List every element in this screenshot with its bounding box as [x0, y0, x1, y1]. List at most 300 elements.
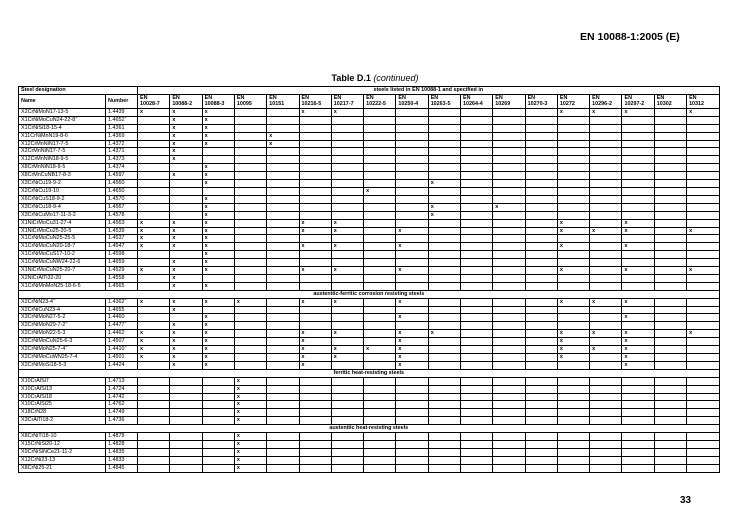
steel-name-cell	[19, 448, 106, 456]
listed-mark: x	[622, 330, 654, 338]
standard-cell	[493, 354, 525, 362]
listed-mark: x	[170, 156, 202, 164]
standard-cell	[460, 211, 492, 219]
standard-cell	[460, 440, 492, 448]
standard-cell	[525, 195, 557, 203]
listed-mark: x	[234, 393, 266, 401]
standard-cell	[299, 164, 331, 172]
standard-cell	[267, 314, 299, 322]
standard-cell	[493, 433, 525, 441]
section-heading: austenitic heat-resisting steels	[19, 425, 720, 433]
listed-mark: x	[428, 330, 460, 338]
standard-column-header	[299, 94, 331, 108]
standard-cell	[428, 306, 460, 314]
standard-cell	[138, 314, 170, 322]
standard-cell	[557, 148, 589, 156]
listed-mark: x	[170, 243, 202, 251]
standard-cell	[687, 164, 719, 172]
steel-number-cell	[106, 433, 138, 441]
listed-mark: x	[202, 195, 234, 203]
steel-number: 1.4563	[108, 219, 125, 226]
standard-cell	[234, 314, 266, 322]
standard-cell	[299, 187, 331, 195]
standard-cell	[557, 456, 589, 464]
standard-cell	[396, 464, 428, 472]
standard-cell	[525, 187, 557, 195]
standard-cell	[138, 172, 170, 180]
listed-mark: x	[138, 235, 170, 243]
steel-name-cell	[19, 251, 106, 259]
steel-name: X2CrMnNiN17-7-5	[21, 148, 66, 155]
standard-cell	[557, 211, 589, 219]
standard-cell	[170, 211, 202, 219]
standard-cell	[687, 306, 719, 314]
standard-cell	[331, 235, 363, 243]
standard-cell	[654, 180, 686, 188]
listed-mark: x	[557, 108, 589, 116]
section-row	[19, 369, 720, 377]
standard-cell	[234, 164, 266, 172]
listed-mark: x	[299, 330, 331, 338]
standard-cell	[525, 227, 557, 235]
listed-mark: x	[557, 338, 589, 346]
steel-number: 1.4598	[108, 251, 125, 258]
standard-cell	[234, 203, 266, 211]
steel-number-cell	[106, 377, 138, 385]
listed-mark: x	[202, 227, 234, 235]
listed-mark: x	[331, 219, 363, 227]
listed-mark: x	[138, 338, 170, 346]
standard-cell	[493, 330, 525, 338]
steel-name-cell	[19, 377, 106, 385]
listed-mark: x	[299, 338, 331, 346]
standard-cell	[299, 322, 331, 330]
listed-mark: x	[299, 108, 331, 116]
standard-cell	[557, 235, 589, 243]
standard-prefix: EN	[689, 94, 697, 101]
standard-column-header	[557, 94, 589, 108]
table-row	[19, 156, 720, 164]
listed-mark: x	[234, 456, 266, 464]
steel-name: X3CrNiCu19-9-2	[21, 180, 61, 187]
table-row	[19, 409, 720, 417]
standard-cell	[654, 243, 686, 251]
footnote-marker: 1	[65, 345, 68, 349]
standard-cell	[428, 267, 460, 275]
listed-mark: x	[138, 330, 170, 338]
listed-mark: x	[622, 346, 654, 354]
standard-cell	[299, 156, 331, 164]
standard-cell	[331, 203, 363, 211]
standard-cell	[202, 417, 234, 425]
standard-cell	[493, 211, 525, 219]
standard-cell	[590, 132, 622, 140]
standard-cell	[428, 187, 460, 195]
standard-cell	[396, 259, 428, 267]
standard-cell	[590, 385, 622, 393]
standard-cell	[525, 172, 557, 180]
standard-cell	[428, 148, 460, 156]
standard-cell	[331, 211, 363, 219]
footnote-marker: 1	[65, 321, 68, 325]
standard-cell	[234, 148, 266, 156]
standard-cell	[493, 448, 525, 456]
standard-cell	[234, 330, 266, 338]
standard-cell	[202, 440, 234, 448]
standard-cell	[428, 124, 460, 132]
standard-cell	[428, 361, 460, 369]
listed-mark: x	[299, 298, 331, 306]
standard-prefix: EN	[462, 94, 471, 101]
standard-cell	[428, 164, 460, 172]
steel-number-cell	[106, 401, 138, 409]
table-row	[19, 448, 720, 456]
steel-number-cell	[106, 195, 138, 203]
standard-cell	[364, 203, 396, 211]
steel-name: X2NiCrAlTi32-20	[21, 274, 62, 281]
listed-mark: x	[170, 338, 202, 346]
standard-cell	[396, 180, 428, 188]
standard-cell	[654, 377, 686, 385]
table-row	[19, 187, 720, 195]
standard-cell	[460, 124, 492, 132]
standard-cell	[234, 354, 266, 362]
standard-cell	[622, 409, 654, 417]
standard-cell	[331, 440, 363, 448]
standard-cell	[234, 346, 266, 354]
standard-cell	[234, 361, 266, 369]
steel-name-cell	[19, 140, 106, 148]
steel-number-cell	[106, 330, 138, 338]
table-row	[19, 267, 720, 275]
standard-cell	[493, 393, 525, 401]
table-label: Table D.1	[331, 73, 371, 83]
standard-cell	[493, 338, 525, 346]
listed-mark: x	[622, 227, 654, 235]
standard-column-header	[138, 94, 170, 108]
standard-cell	[687, 195, 719, 203]
standard-cell	[138, 156, 170, 164]
standard-column-header	[331, 94, 363, 108]
standard-cell	[525, 330, 557, 338]
standard-cell	[460, 156, 492, 164]
standard-cell	[590, 187, 622, 195]
standard-cell	[525, 116, 557, 124]
steel-name: X2CrNiCuN23-4	[21, 306, 60, 313]
standard-cell	[428, 401, 460, 409]
standard-cell	[364, 274, 396, 282]
standard-cell	[267, 108, 299, 116]
listed-mark: x	[428, 180, 460, 188]
listed-mark: x	[234, 440, 266, 448]
standard-cell	[299, 148, 331, 156]
standard-cell	[267, 187, 299, 195]
standard-cell	[525, 361, 557, 369]
steel-number-cell	[106, 267, 138, 275]
standard-cell	[267, 409, 299, 417]
standard-cell	[396, 385, 428, 393]
standard-cell	[428, 322, 460, 330]
steel-number-cell	[106, 251, 138, 259]
standard-cell	[267, 330, 299, 338]
standard-cell	[299, 456, 331, 464]
standard-cell	[364, 338, 396, 346]
standard-cell	[364, 385, 396, 393]
listed-mark: x	[170, 172, 202, 180]
standard-cell	[331, 361, 363, 369]
steel-number: 1.4659	[108, 259, 125, 266]
standard-cell	[622, 456, 654, 464]
steel-name-cell	[19, 164, 106, 172]
standard-cell	[493, 464, 525, 472]
standard-cell	[234, 338, 266, 346]
listed-mark: x	[170, 108, 202, 116]
standard-cell	[654, 116, 686, 124]
standard-cell	[267, 211, 299, 219]
listed-mark: x	[170, 259, 202, 267]
steel-number: 1.4736	[108, 417, 125, 424]
listed-mark: x	[138, 354, 170, 362]
table-row	[19, 464, 720, 472]
standard-cell	[267, 180, 299, 188]
standard-number: 10222-5	[366, 101, 386, 108]
standard-number: 10270-3	[527, 101, 548, 108]
listed-mark: x	[331, 243, 363, 251]
table-row	[19, 203, 720, 211]
steel-number-cell	[106, 235, 138, 243]
standard-cell	[396, 108, 428, 116]
steel-name-cell	[19, 211, 106, 219]
standard-cell	[590, 433, 622, 441]
standard-cell	[525, 180, 557, 188]
standard-cell	[428, 314, 460, 322]
standard-cell	[331, 393, 363, 401]
standard-cell	[202, 409, 234, 417]
standard-cell	[525, 259, 557, 267]
standard-cell	[687, 156, 719, 164]
standard-cell	[428, 132, 460, 140]
listed-mark: x	[170, 116, 202, 124]
standard-cell	[654, 211, 686, 219]
standard-cell	[202, 433, 234, 441]
standard-prefix: EN	[430, 94, 439, 101]
standard-cell	[622, 132, 654, 140]
standard-cell	[170, 456, 202, 464]
standard-column-header	[267, 94, 299, 108]
standard-cell	[493, 361, 525, 369]
standard-cell	[234, 180, 266, 188]
listed-mark: x	[622, 361, 654, 369]
standard-cell	[234, 243, 266, 251]
steel-name-cell	[19, 180, 106, 188]
standard-cell	[460, 180, 492, 188]
steel-name-cell	[19, 393, 106, 401]
standard-number: 10216-5	[301, 101, 322, 108]
steel-number-cell	[106, 259, 138, 267]
standard-cell	[460, 322, 492, 330]
steel-number: 1.4845	[108, 464, 125, 471]
standard-cell	[267, 306, 299, 314]
listed-mark: x	[299, 243, 331, 251]
standard-cell	[590, 409, 622, 417]
steel-number: 1.4537	[108, 235, 125, 242]
standard-cell	[396, 401, 428, 409]
steel-number-cell	[106, 140, 138, 148]
listed-mark: x	[493, 203, 525, 211]
standard-cell	[525, 417, 557, 425]
standard-cell	[138, 377, 170, 385]
steel-name: X12CrMnNiN18-9-5	[21, 156, 69, 163]
standard-cell	[170, 393, 202, 401]
standard-cell	[396, 409, 428, 417]
standard-prefix: EN	[333, 94, 342, 101]
table-row	[19, 164, 720, 172]
standard-cell	[460, 377, 492, 385]
listed-mark: x	[557, 330, 589, 338]
standard-cell	[525, 148, 557, 156]
standard-cell	[364, 298, 396, 306]
standard-cell	[687, 219, 719, 227]
standard-cell	[234, 267, 266, 275]
standard-cell	[525, 243, 557, 251]
section-row	[19, 425, 720, 433]
standard-cell	[460, 409, 492, 417]
standard-cell	[493, 180, 525, 188]
standard-cell	[460, 251, 492, 259]
steel-number: 1.4742	[108, 393, 125, 400]
standard-cell	[234, 140, 266, 148]
standard-cell	[654, 338, 686, 346]
listed-mark: x	[267, 132, 299, 140]
standard-cell	[138, 274, 170, 282]
standard-cell	[170, 433, 202, 441]
steel-name-cell	[19, 456, 106, 464]
steel-name: X1CrNiMoCuNW24-22-6	[21, 259, 81, 266]
standard-cell	[138, 148, 170, 156]
standard-cell	[687, 401, 719, 409]
steel-number: 1.4507	[108, 338, 125, 345]
standard-cell	[267, 227, 299, 235]
standard-cell	[460, 448, 492, 456]
standard-cell	[622, 448, 654, 456]
standard-cell	[590, 448, 622, 456]
standard-cell	[460, 164, 492, 172]
standard-cell	[396, 148, 428, 156]
standard-cell	[525, 282, 557, 290]
standard-cell	[202, 377, 234, 385]
steel-name: X1CrNiMoCuN25-25-5	[21, 235, 76, 242]
listed-mark: x	[299, 219, 331, 227]
steel-name: X1CrNiMoCuN20-18-7	[21, 243, 76, 250]
standard-cell	[234, 259, 266, 267]
standard-cell	[590, 124, 622, 132]
steel-number: 1.4570	[108, 195, 125, 202]
standard-column-header	[202, 94, 234, 108]
standard-prefix: EN	[624, 94, 632, 101]
standard-cell	[654, 187, 686, 195]
steel-number-cell	[106, 148, 138, 156]
standard-cell	[331, 274, 363, 282]
standard-cell	[687, 322, 719, 330]
standard-cell	[428, 243, 460, 251]
listed-mark: x	[590, 298, 622, 306]
standard-cell	[687, 377, 719, 385]
standard-cell	[493, 314, 525, 322]
steel-name-cell	[19, 346, 106, 354]
standard-cell	[364, 219, 396, 227]
standard-number: 10263-5	[430, 101, 451, 108]
standard-cell	[654, 401, 686, 409]
standard-cell	[331, 132, 363, 140]
steel-number-cell	[106, 211, 138, 219]
listed-mark: x	[202, 219, 234, 227]
standard-cell	[654, 132, 686, 140]
standard-cell	[267, 203, 299, 211]
listed-mark: x	[170, 227, 202, 235]
standard-cell	[331, 306, 363, 314]
standard-number: 10302	[656, 101, 672, 108]
listed-mark: x	[202, 267, 234, 275]
standard-cell	[267, 440, 299, 448]
steel-number-cell	[106, 108, 138, 116]
standard-cell	[687, 235, 719, 243]
listed-mark: x	[138, 219, 170, 227]
standard-cell	[525, 338, 557, 346]
standard-number: 10088-2	[172, 101, 193, 108]
standard-cell	[687, 456, 719, 464]
steel-number: 1.4724	[108, 385, 125, 392]
standard-cell	[590, 338, 622, 346]
standard-column-header	[590, 94, 622, 108]
standard-cell	[654, 385, 686, 393]
standard-cell	[138, 433, 170, 441]
standard-cell	[525, 306, 557, 314]
standard-cell	[138, 322, 170, 330]
listed-mark: x	[331, 346, 363, 354]
standard-cell	[234, 116, 266, 124]
standard-cell	[138, 259, 170, 267]
steel-name-cell	[19, 132, 106, 140]
standard-cell	[590, 251, 622, 259]
steel-name: X2CrNiMoN25-7-4	[21, 346, 66, 353]
standard-cell	[590, 219, 622, 227]
listed-mark: x	[170, 354, 202, 362]
standard-cell	[460, 306, 492, 314]
standard-cell	[460, 187, 492, 195]
steel-name-cell	[19, 306, 106, 314]
standard-cell	[170, 195, 202, 203]
standard-cell	[428, 385, 460, 393]
standard-cell	[396, 140, 428, 148]
standard-cell	[460, 227, 492, 235]
standard-cell	[654, 108, 686, 116]
standard-cell	[138, 251, 170, 259]
standard-cell	[493, 377, 525, 385]
standard-cell	[364, 456, 396, 464]
standard-cell	[267, 448, 299, 456]
standard-cell	[654, 464, 686, 472]
listed-mark: x	[202, 235, 234, 243]
standard-cell	[170, 417, 202, 425]
standard-cell	[654, 274, 686, 282]
listed-mark: x	[170, 148, 202, 156]
standard-prefix: EN	[269, 94, 277, 101]
standard-cell	[428, 172, 460, 180]
listed-mark: x	[590, 108, 622, 116]
standard-cell	[170, 203, 202, 211]
steel-name: X2CrNiMoCuN25-6-3	[21, 338, 73, 345]
steel-number-cell	[106, 354, 138, 362]
